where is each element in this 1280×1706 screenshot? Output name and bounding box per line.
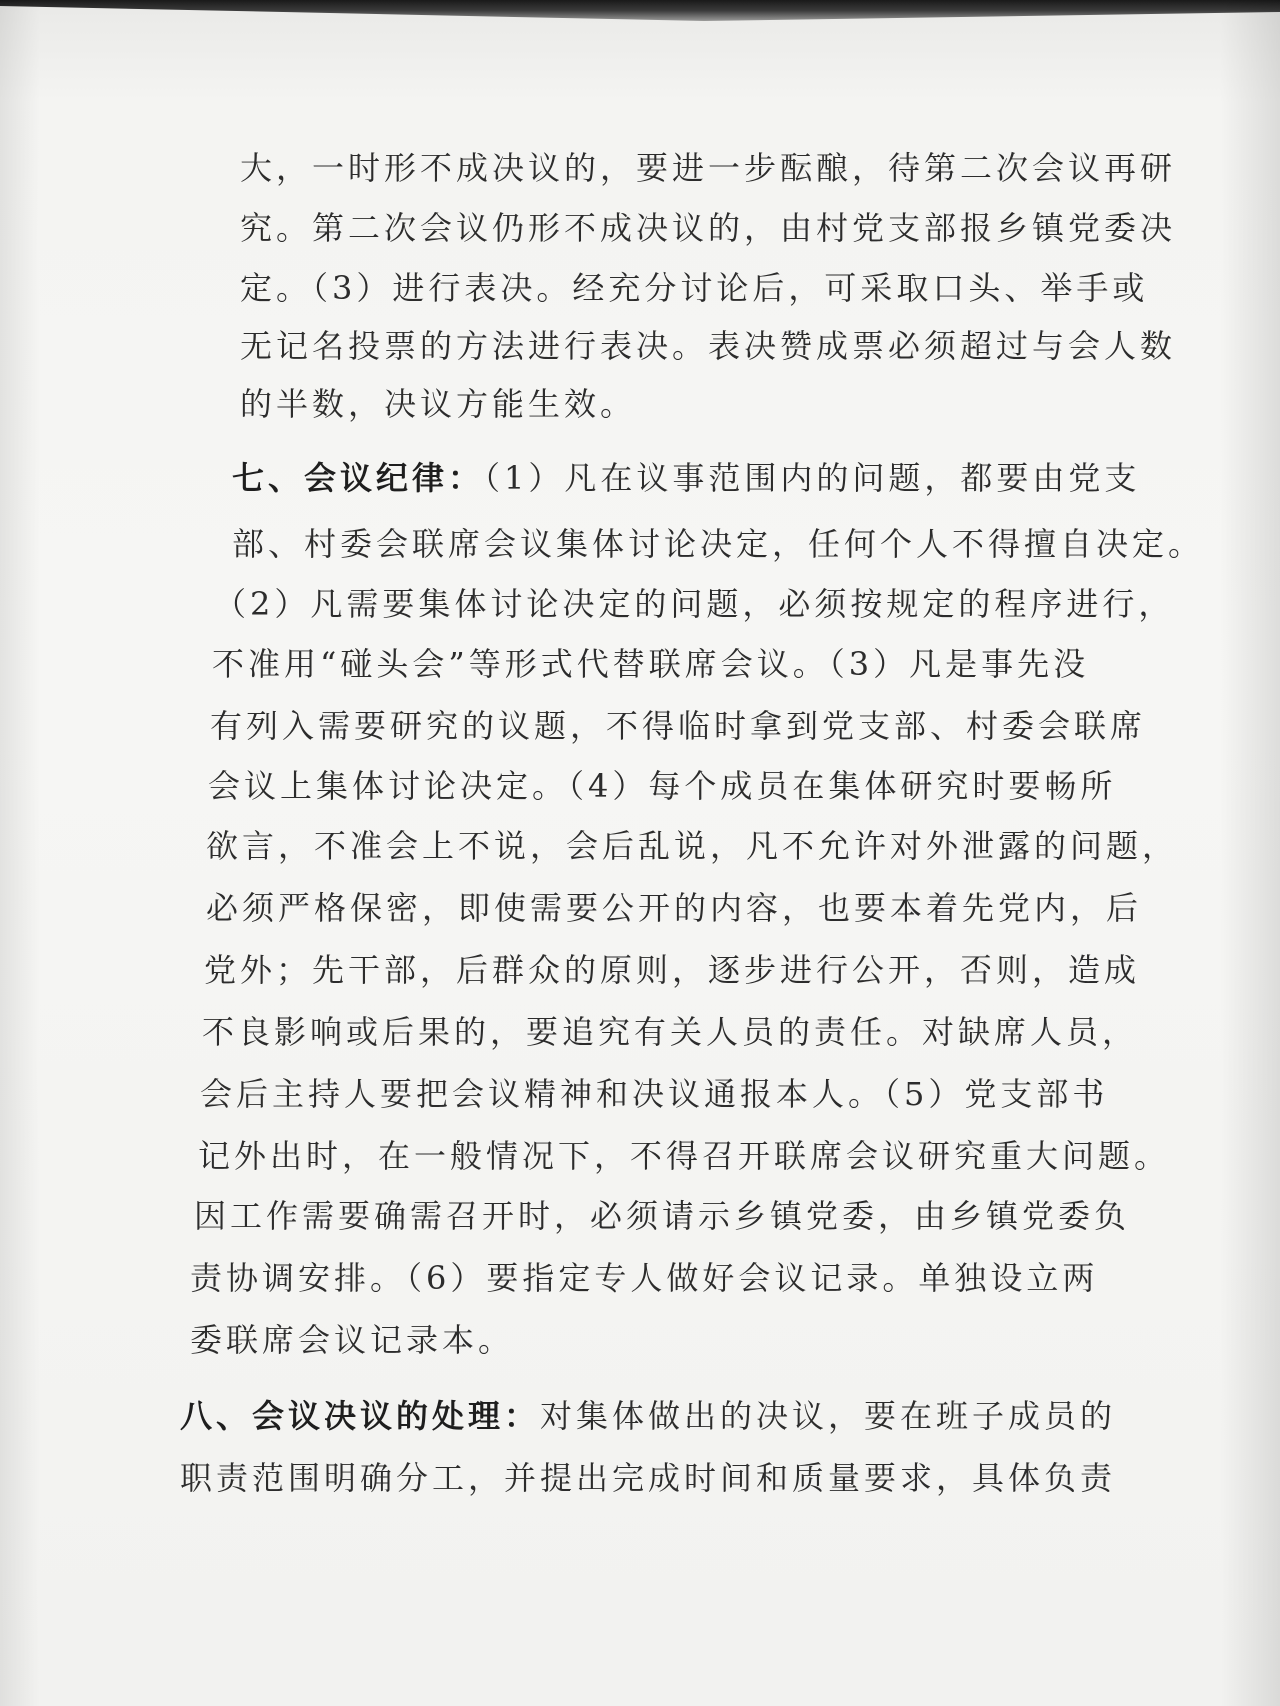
text-line	[202, 1012, 1138, 1052]
line-text: 职责范围明确分工，并提出完成时间和质量要求，具体负责	[180, 1459, 1117, 1497]
page-top-shadow	[0, 0, 1280, 30]
line-text: 委联席会议记录本。	[190, 1321, 515, 1359]
text-line	[206, 826, 1178, 866]
text-line	[200, 1074, 1108, 1114]
text-line	[240, 326, 1176, 366]
line-text: 不良影响或后果的，要追究有关人员的责任。对缺席人员，	[202, 1013, 1139, 1051]
text-line	[240, 148, 1176, 188]
line-text: 责协调安排。（6）要指定专人做好会议记录。单独设立两	[190, 1259, 1099, 1297]
text-line	[240, 268, 1148, 308]
line-text: 不准用“碰头会”等形式代替联席会议。（3）凡是事先没	[212, 645, 1090, 683]
line-text: 党外；先干部，后群众的原则，逐步进行公开，否则，造成	[204, 951, 1141, 989]
section-heading: 七、会议纪律：	[232, 459, 485, 497]
line-text: 必须严格保密，即使需要公开的内容，也要本着先党内，后	[206, 889, 1143, 927]
text-line	[240, 384, 636, 424]
text-line	[208, 766, 1116, 806]
text-line	[180, 1458, 1116, 1498]
line-text: 的半数，决议方能生效。	[240, 385, 637, 423]
line-text: （1）凡在议事范围内的问题，都要由党支	[484, 459, 1141, 497]
text-line	[232, 458, 1140, 498]
text-line	[180, 1396, 1116, 1436]
section-heading: 八、会议决议的处理：	[180, 1397, 541, 1435]
text-line	[190, 1258, 1098, 1298]
text-line	[190, 1320, 514, 1360]
line-text: 定。（3）进行表决。经充分讨论后，可采取口头、举手或	[240, 269, 1149, 307]
text-line	[214, 584, 1174, 624]
line-text: （2）凡需要集体讨论决定的问题，必须按规定的程序进行，	[214, 585, 1175, 623]
text-line	[240, 208, 1176, 248]
text-line	[210, 706, 1146, 746]
line-text: 部、村委会联席会议集体讨论决定，任何个人不得擅自决定。	[232, 525, 1205, 563]
line-text: 欲言，不准会上不说，会后乱说，凡不允许对外泄露的问题，	[206, 827, 1179, 865]
text-line	[212, 644, 1089, 684]
line-text: 会议上集体讨论决定。（4）每个成员在集体研究时要畅所	[208, 767, 1117, 805]
line-text: 究。第二次会议仍形不成决议的，由村党支部报乡镇党委决	[240, 209, 1177, 247]
page-left-shade	[0, 0, 40, 1706]
line-text: 无记名投票的方法进行表决。表决赞成票必须超过与会人数	[240, 327, 1177, 365]
page-right-shade	[1220, 0, 1280, 1706]
line-text: 有列入需要研究的议题，不得临时拿到党支部、村委会联席	[210, 707, 1147, 745]
text-line	[194, 1196, 1130, 1236]
line-text: 会后主持人要把会议精神和决议通报本人。（5）党支部书	[200, 1075, 1109, 1113]
text-line	[232, 524, 1204, 564]
line-text: 记外出时，在一般情况下，不得召开联席会议研究重大问题。	[198, 1137, 1171, 1175]
line-text: 因工作需要确需召开时，必须请示乡镇党委，由乡镇党委负	[194, 1197, 1131, 1235]
line-text: 大，一时形不成决议的，要进一步酝酿，待第二次会议再研	[240, 149, 1177, 187]
line-text: 对集体做出的决议，要在班子成员的	[540, 1397, 1117, 1435]
text-line	[198, 1136, 1170, 1176]
text-line	[204, 950, 1140, 990]
text-line	[206, 888, 1142, 928]
